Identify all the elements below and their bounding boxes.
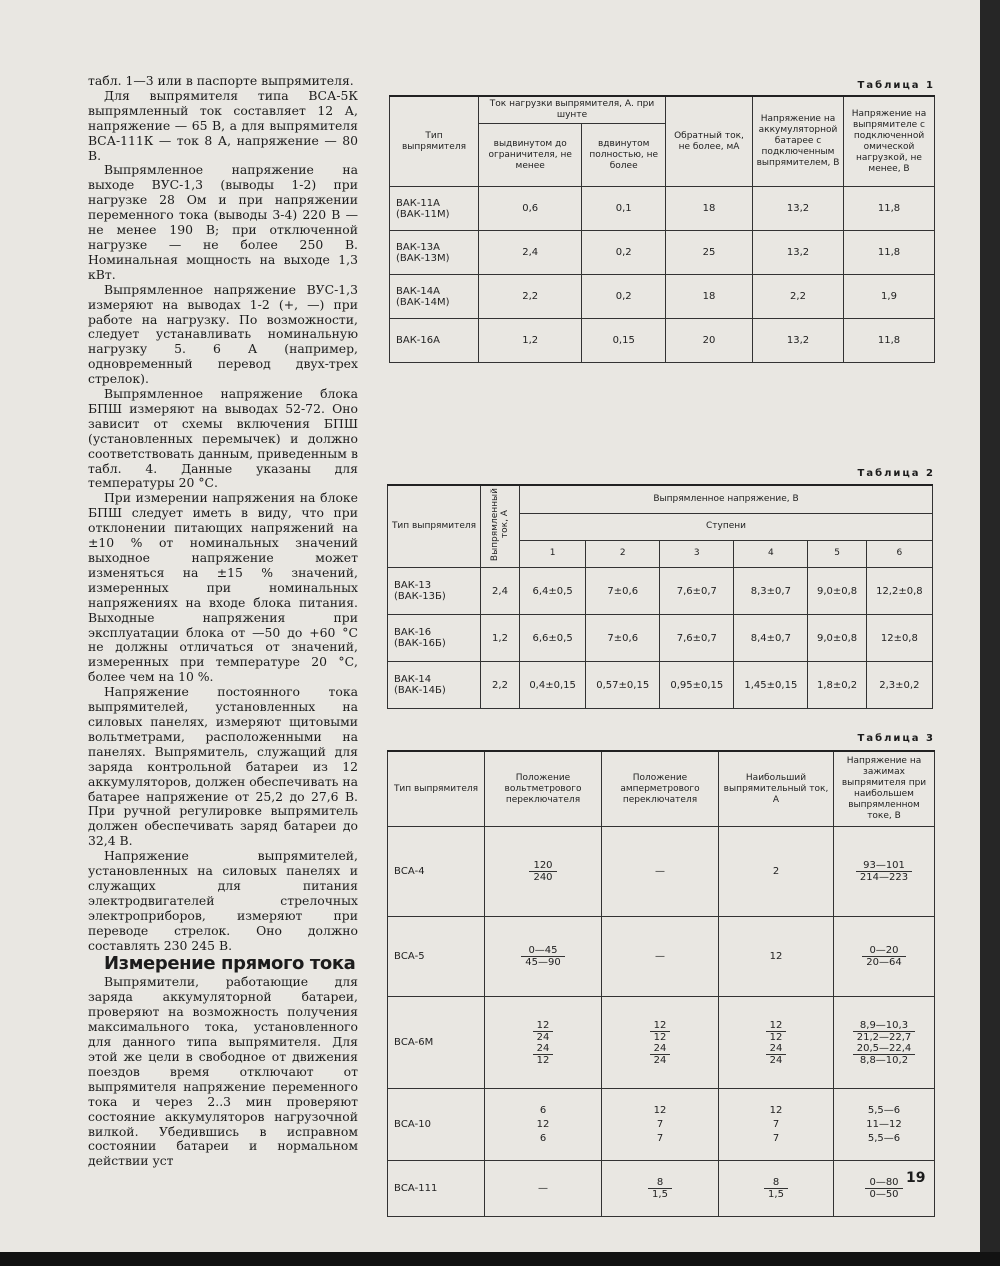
t2-cell: 12,2±0,8: [866, 568, 932, 615]
t3-cell: $\frac{12}{12}$ $\frac{24}{24}$: [719, 997, 834, 1089]
t3-cell-type: ВСА-6М: [388, 997, 485, 1089]
table-row: [388, 827, 935, 917]
t3-cell: —: [485, 1161, 602, 1217]
t3-cell: $\frac{12}{12}$ $\frac{24}{24}$: [602, 997, 719, 1089]
t1-cell: 0,2: [582, 275, 666, 319]
section-heading: Измерение прямого тока: [104, 953, 356, 975]
t1-cell: 25: [666, 231, 753, 275]
left-text-column: [88, 74, 358, 1169]
t2-cell: 12±0,8: [866, 615, 932, 662]
table-row: [388, 662, 933, 709]
t3-cell: 5,5—6 11—12 5,5—6: [834, 1089, 935, 1161]
t2-cell-type: ВАК-14 (ВАК-14Б): [388, 662, 481, 709]
t1-header-reverse: Обратный ток, не более, мА: [666, 96, 753, 187]
table-row: [390, 187, 935, 231]
t1-cell: 18: [666, 187, 753, 231]
table3-caption: Таблица 3: [857, 733, 935, 744]
t1-cell: 11,8: [844, 231, 935, 275]
t2-cell: 0,57±0,15: [586, 662, 660, 709]
table3: [387, 750, 935, 1217]
t2-cell: 2,4: [481, 568, 520, 615]
t1-cell: 0,2: [582, 231, 666, 275]
t2-step-number: 1: [520, 540, 586, 567]
t1-cell: 0,1: [582, 187, 666, 231]
t1-cell: 20: [666, 319, 753, 363]
table-row: [390, 231, 935, 275]
page-number: 19: [906, 1170, 926, 1186]
t1-cell: 13,2: [753, 187, 844, 231]
t2-cell: 0,4±0,15: [520, 662, 586, 709]
t1-cell: 11,8: [844, 319, 935, 363]
t2-cell: 7,6±0,7: [660, 615, 734, 662]
t3-cell: 2: [719, 827, 834, 917]
t3-cell: $\frac{8,9—10,3}{21,2—22,7}$ $\frac{20,5—22,4}{8,8—10,2}$: [834, 997, 935, 1089]
t2-cell-type: ВАК-16 (ВАК-16Б): [388, 615, 481, 662]
t3-cell: $\frac{0—80}{0—50}$: [834, 1161, 935, 1217]
t3-cell: $\frac{0—45}{45—90}$: [485, 917, 602, 997]
page-bottom-edge: [0, 1252, 1000, 1266]
t1-cell: 2,4: [479, 231, 582, 275]
t1-header-rectifier-voltage: Напряжение на выпрямителе с подключенной омической нагрузкой, не менее, В: [844, 96, 935, 187]
t2-cell: 9,0±0,8: [808, 568, 866, 615]
t2-header-current: Выпрямленный ток, А: [481, 485, 520, 568]
t2-cell: 6,6±0,5: [520, 615, 586, 662]
t2-cell: 1,8±0,2: [808, 662, 866, 709]
t2-header-type: Тип выпрямителя: [388, 485, 481, 568]
t3-cell: —: [602, 827, 719, 917]
table2: [387, 484, 933, 709]
paragraph: Выпрямители, работающие для заряда аккумуляторной батареи, проверяют на возможность получения максимального тока, установленного для данного типа выпрямителя. Для этой же цели в свободное от движения поездов время отключают от выпрямителя напряжение переменного тока и через 2..3 мин проверяют состояние аккумуляторов нагрузочной вилкой. Убедившись в исправном состоянии батареи и нормальном действии уст: [88, 974, 358, 1169]
t2-cell: 7±0,6: [586, 615, 660, 662]
t2-cell-type: ВАК-13 (ВАК-13Б): [388, 568, 481, 615]
t2-cell: 8,4±0,7: [734, 615, 808, 662]
t2-cell: 6,4±0,5: [520, 568, 586, 615]
table2-caption: Таблица 2: [857, 468, 935, 479]
t2-step-number: 4: [734, 540, 808, 567]
table1: [389, 95, 935, 363]
t2-step-number: 3: [660, 540, 734, 567]
t2-cell: 2,3±0,2: [866, 662, 932, 709]
t3-cell: $\frac{0—20}{20—64}$: [834, 917, 935, 997]
table-row: [388, 568, 933, 615]
t2-cell: 7,6±0,7: [660, 568, 734, 615]
paragraph: Выпрямленное напряжение блока БПШ измеряют на выводах 52-72. Оно зависит от схемы включения БПШ (установленных перемычек) и должно соответствовать данным, приведенным в табл. 4. Данные указаны для температуры 20 °С.: [88, 386, 358, 491]
t2-step-number: 2: [586, 540, 660, 567]
t3-cell: $\frac{8}{1,5}$: [602, 1161, 719, 1217]
t3-header-terminal-voltage: Напряжение на зажимах выпрямителя при наибольшем выпрямленном токе, В: [834, 751, 935, 827]
t3-header-ammeter: Положение амперметрового переключателя: [602, 751, 719, 827]
t3-header-max-current: Наибольший выпрямительный ток, А: [719, 751, 834, 827]
t3-cell: 12 7 7: [602, 1089, 719, 1161]
t1-cell: 18: [666, 275, 753, 319]
t1-cell: 2,2: [753, 275, 844, 319]
paragraph: Выпрямленное напряжение на выходе ВУС-1,3 (выводы 1-2) при нагрузке 28 Ом и при напряжении переменного тока (выводы 3-4) 220 В — не менее 190 В; при отключенной нагрузке — не более 250 В. Номинальная мощность на выходе 1,3 кВт.: [88, 162, 358, 282]
t1-cell-type: ВАК-11А (ВАК-11М): [390, 187, 479, 231]
paragraph: Выпрямленное напряжение ВУС-1,3 измеряют на выводах 1-2 (+, —) при работе на нагрузку. По возможности, следует устанавливать номинальную нагрузку 5. 6 А (например, одновременный перевод двух-трех стрелок).: [88, 281, 358, 387]
t2-step-number: 5: [808, 540, 866, 567]
t1-header-type: Тип выпрямителя: [390, 96, 479, 187]
t1-cell: 13,2: [753, 231, 844, 275]
t3-header-type: Тип выпрямителя: [388, 751, 485, 827]
t3-cell: 6 12 6: [485, 1089, 602, 1161]
t3-cell: $\frac{93—101}{214—223}$: [834, 827, 935, 917]
t1-header-battery-voltage: Напряжение на аккумуляторной батарее с подключенным выпрямителем, В: [753, 96, 844, 187]
page-edge-shadow: [980, 0, 1000, 1266]
t2-header-voltage: Выпрямленное напряжение, В: [520, 485, 933, 513]
t2-cell: 1,2: [481, 615, 520, 662]
t1-cell: 0,6: [479, 187, 582, 231]
t1-header-shunt-out: выдвинутом до ограничителя, не менее: [479, 124, 582, 187]
t3-header-voltmeter: Положение вольтметрового переключателя: [485, 751, 602, 827]
table-row: [388, 997, 935, 1089]
paragraph: Для выпрямителя типа ВСА-5К выпрямленный ток составляет 12 А, напряжение — 65 В, а для выпрямителя ВСА-111К — ток 8 А, напряжение — 80 В.: [88, 87, 358, 163]
t2-cell: 0,95±0,15: [660, 662, 734, 709]
t3-cell-type: ВСА-10: [388, 1089, 485, 1161]
t1-cell: 1,2: [479, 319, 582, 363]
table1-caption: Таблица 1: [857, 80, 935, 91]
table-row: [390, 319, 935, 363]
t2-header-steps: Ступени: [520, 513, 933, 540]
table-row: [390, 275, 935, 319]
table-row: [388, 917, 935, 997]
t1-cell: 0,15: [582, 319, 666, 363]
t3-cell: 12: [719, 917, 834, 997]
paragraph: табл. 1—3 или в паспорте выпрямителя.: [88, 73, 354, 88]
t3-cell: $\frac{12}{24}$ $\frac{24}{12}$: [485, 997, 602, 1089]
paragraph: Напряжение выпрямителей, установленных на силовых панелях и служащих для питания электродвигателей стрелочных электроприборов, измеряют при переводе стрелок. Оно должно составлять 230 245 В.: [88, 848, 358, 953]
t1-cell-type: ВАК-13А (ВАК-13М): [390, 231, 479, 275]
paragraph: При измерении напряжения на блоке БПШ следует иметь в виду, что при отклонении питающих напряжений на ±10 % от номинальных значений выходное напряжение может изменяться на ±15 % значений, измеренных при номинальных напряжениях на входе блока питания. Выходные напряжения при эксплуатации блока от —50 до +60 °С не должны отличаться от значений, измеренных при температуре 20 °С, более чем на 10 %.: [88, 490, 358, 685]
t3-cell-type: ВСА-111: [388, 1161, 485, 1217]
table-row: [388, 1089, 935, 1161]
t3-cell: $\frac{120}{240}$: [485, 827, 602, 917]
table-row: [388, 615, 933, 662]
t3-cell-type: ВСА-5: [388, 917, 485, 997]
t2-cell: 7±0,6: [586, 568, 660, 615]
t2-cell: 2,2: [481, 662, 520, 709]
t3-cell: 12 7 7: [719, 1089, 834, 1161]
t1-header-shunt-in: вдвинутом полностью, не более: [582, 124, 666, 187]
t2-cell: 1,45±0,15: [734, 662, 808, 709]
t1-cell-type: ВАК-14А (ВАК-14М): [390, 275, 479, 319]
t3-cell-type: ВСА-4: [388, 827, 485, 917]
paragraph: Напряжение постоянного тока выпрямителей, установленных на силовых панелях, измеряют щитовыми вольтметрами, расположенными на панелях. Выпрямитель, служащий для заряда контрольной батареи из 12 аккумуляторов, должен обеспечивать на батарее напряжение от 25,2 до 27,6 В. При ручной регулировке выпрямитель должен обеспечивать заряд батареи до 32,4 В.: [88, 684, 359, 849]
t1-cell: 11,8: [844, 187, 935, 231]
t2-step-number: 6: [866, 540, 932, 567]
t1-cell: 1,9: [844, 275, 935, 319]
table-row: [388, 1161, 935, 1217]
t1-header-load-current: Ток нагрузки выпрямителя, А. при шунте: [479, 96, 666, 124]
t2-cell: 8,3±0,7: [734, 568, 808, 615]
t2-cell: 9,0±0,8: [808, 615, 866, 662]
t3-cell: $\frac{8}{1,5}$: [719, 1161, 834, 1217]
t3-cell: —: [602, 917, 719, 997]
t1-cell-type: ВАК-16А: [390, 319, 479, 363]
t1-cell: 2,2: [479, 275, 582, 319]
t1-cell: 13,2: [753, 319, 844, 363]
